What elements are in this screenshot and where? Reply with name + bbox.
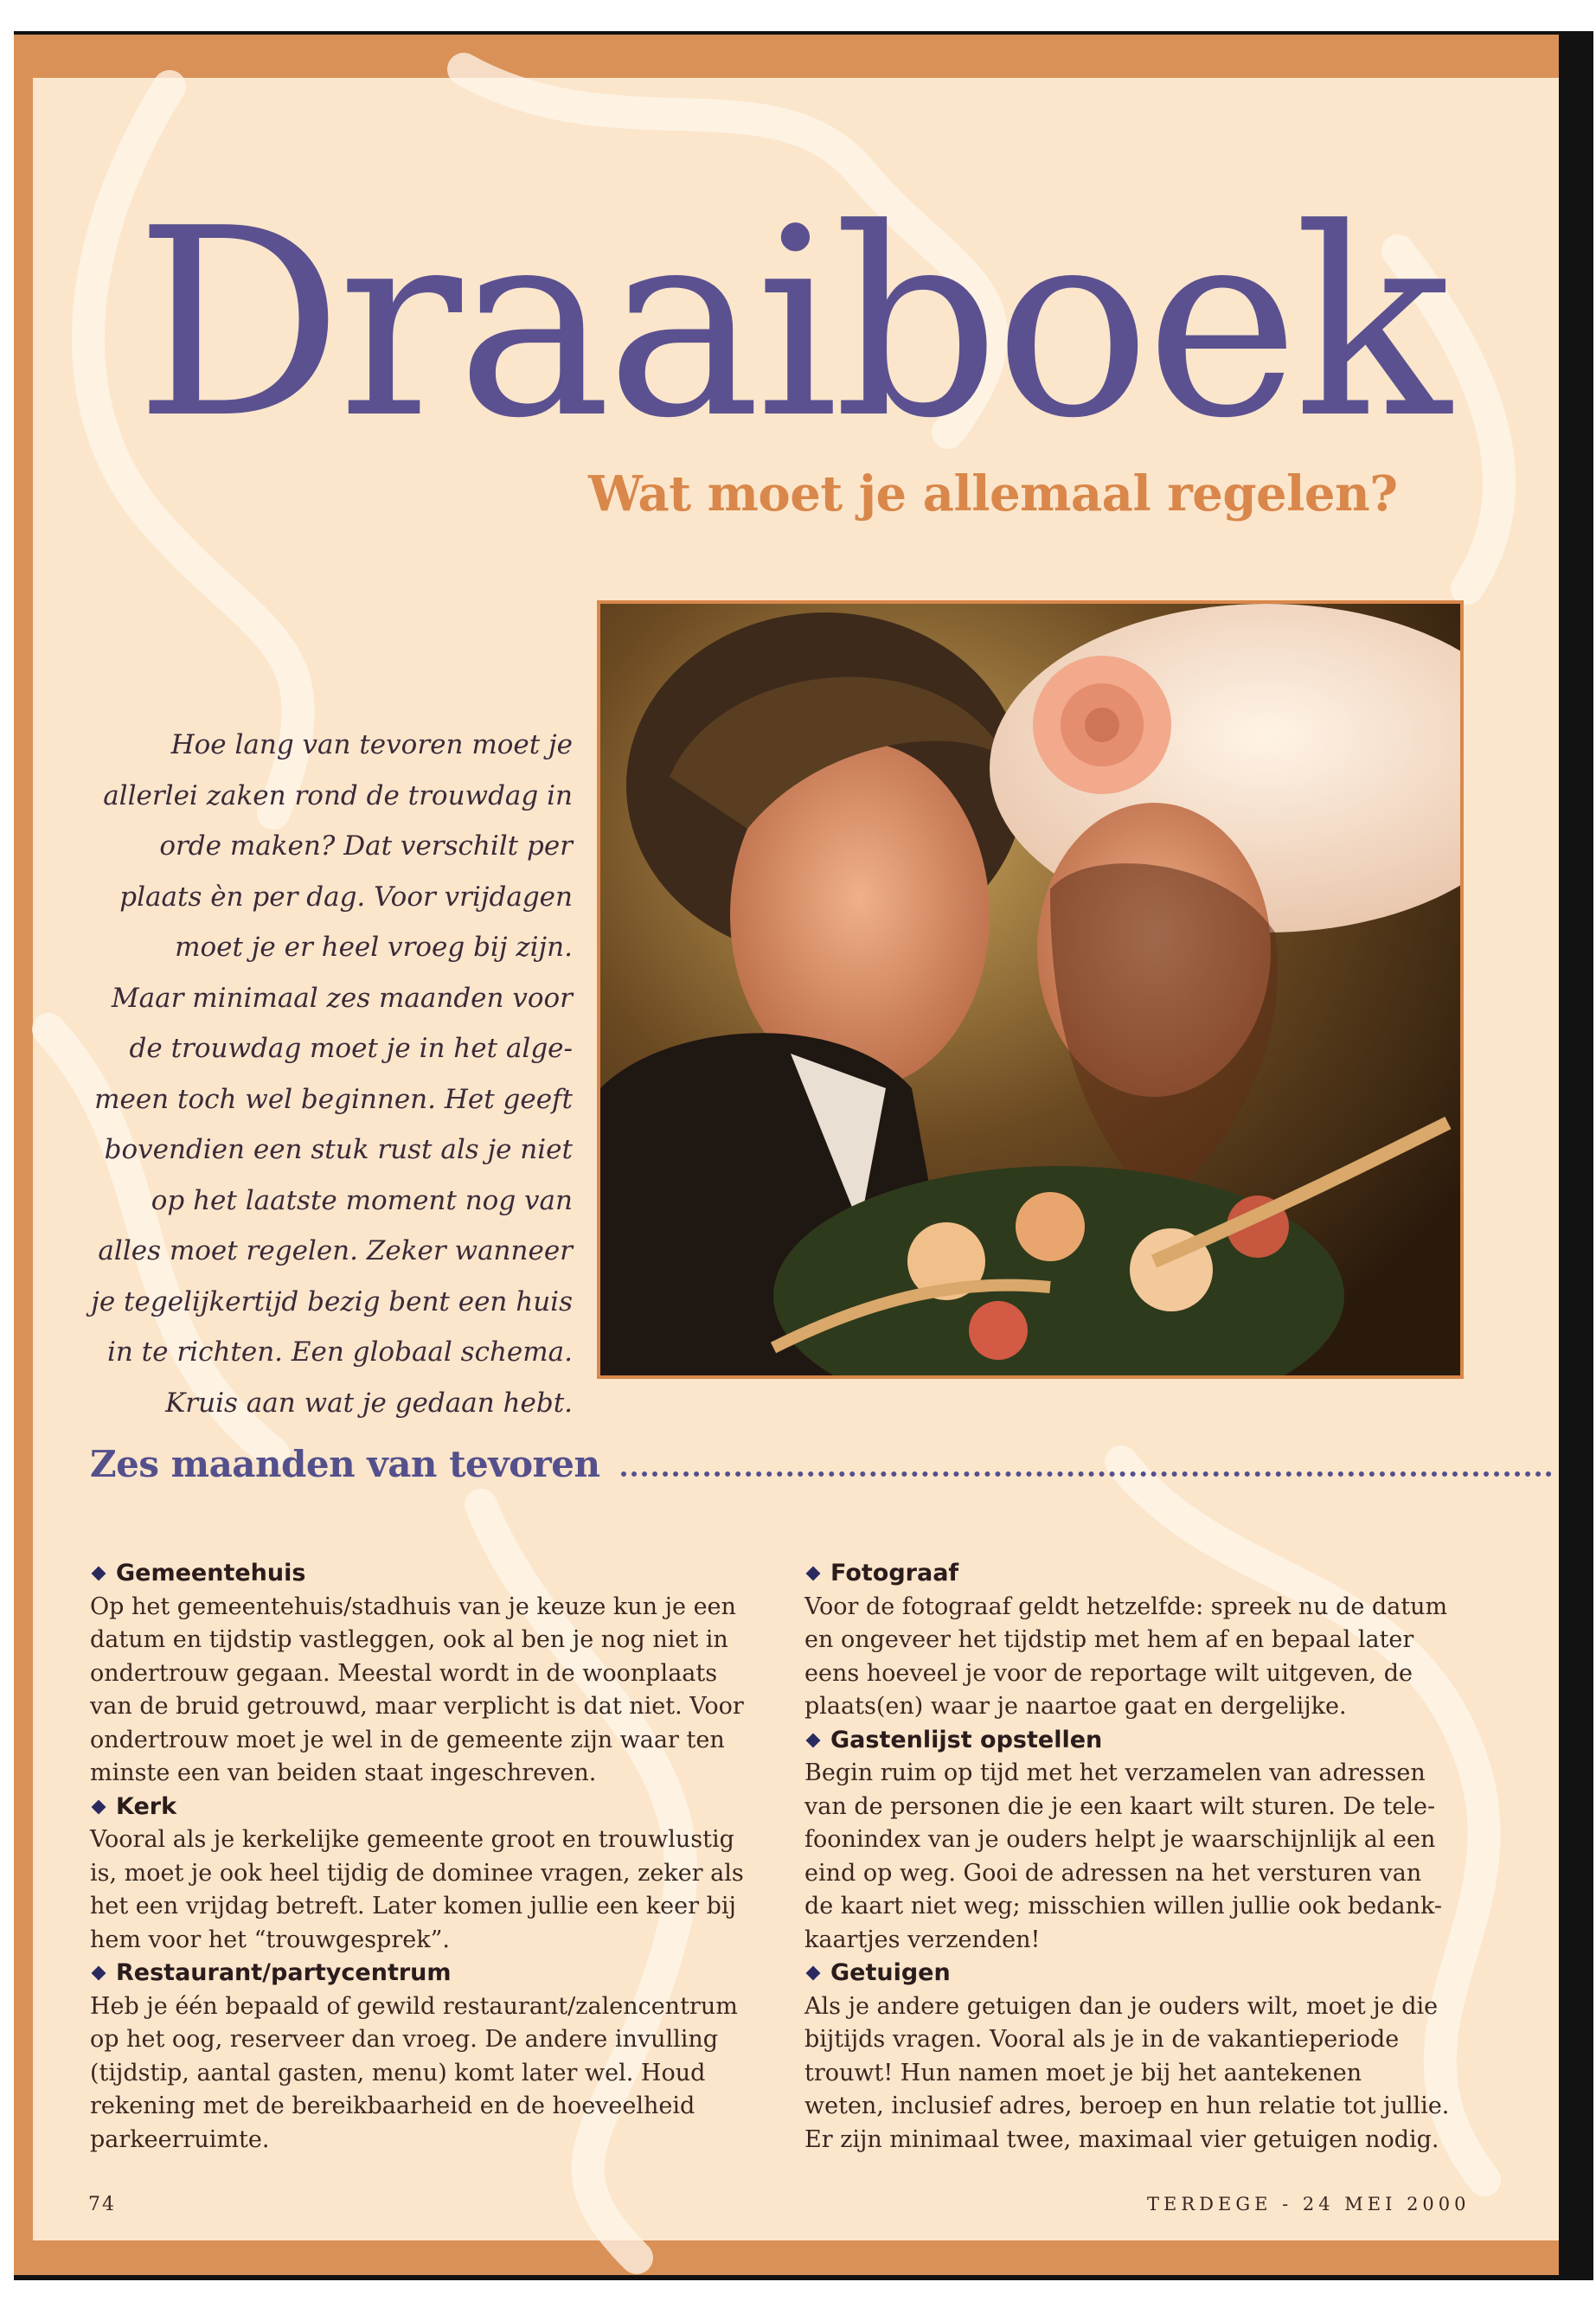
text-line: Als je andere getuigen dan je ouders wilt, moet je die — [804, 1992, 1439, 2020]
text-line: (tijdstip, aantal gasten, menu) komt later wel. Houd — [90, 2059, 706, 2086]
subheading-gastenlijst — [804, 1724, 1488, 1758]
text-line: van de bruid getrouwd, maar verplicht is dat niet. Voor — [90, 1693, 744, 1720]
diamond-bullet-icon — [806, 1733, 821, 1747]
text-line: foonindex van je ouders helpt je waarschijnlijk al een — [804, 1826, 1436, 1853]
section-heading — [90, 1443, 1552, 1485]
intro-line: de trouwdag moet je in het alge- — [129, 1033, 573, 1064]
intro-line: orde maken? Dat verschilt per — [159, 830, 573, 862]
intro-line: meen toch wel beginnen. Het geeft — [94, 1083, 573, 1115]
text-line: minste een van beiden staat ingeschreven. — [90, 1759, 597, 1786]
text-line: het een vrijdag betreft. Later komen jullie een keer bij — [90, 1893, 736, 1920]
intro-line: op het laatste moment nog van — [151, 1184, 573, 1216]
right-column — [804, 1557, 1488, 2157]
paragraph-fotograaf — [804, 1591, 1488, 1724]
intro-line: moet je er heel vroeg bij zijn. — [175, 932, 573, 963]
text-line: plaats(en) waar je naartoe gaat en dergelijke. — [804, 1693, 1347, 1720]
page-subtitle: Wat moet je allemaal regelen? — [588, 465, 1398, 522]
section-title: Zes maanden van tevoren — [90, 1443, 600, 1485]
diamond-bullet-icon — [806, 1567, 821, 1581]
text-line: op het oog, reserveer dan vroeg. De andere invulling — [90, 2026, 719, 2053]
text-line: rekening met de bereikbaarheid en de hoeveelheid — [90, 2093, 695, 2119]
text-line: eens hoeveel je voor de reportage wilt uitgeven, de — [804, 1659, 1413, 1687]
left-column — [90, 1557, 773, 2157]
paragraph-restaurant — [90, 1990, 773, 2157]
dotted-rule — [621, 1471, 1552, 1477]
text-line: van de personen die je een kaart wilt sturen. De tele- — [804, 1792, 1436, 1820]
text-line: parkeerruimte. — [90, 2125, 270, 2153]
paragraph-kerk — [90, 1823, 773, 1957]
intro-line: je tegelijkertijd bezig bent een huis — [91, 1285, 573, 1317]
diamond-bullet-icon — [92, 1799, 106, 1814]
magazine-page — [14, 35, 1559, 2275]
subheading-fotograaf — [804, 1557, 1488, 1591]
text-line: Vooral als je kerkelijke gemeente groot en trouwlustig — [90, 1826, 734, 1853]
paragraph-getuigen — [804, 1990, 1488, 2157]
text-line: weten, inclusief adres, beroep en hun relatie tot jullie. — [804, 2093, 1450, 2119]
text-line: de kaart niet weg; misschien willen jullie ook bedank- — [804, 1893, 1442, 1920]
diamond-bullet-icon — [92, 1966, 106, 1981]
text-line: hem voor het “trouwgesprek”. — [90, 1926, 450, 1953]
subheading-gemeentehuis — [90, 1557, 773, 1591]
text-line: Er zijn minimaal twee, maximaal vier getuigen nodig. — [804, 2125, 1439, 2153]
page-number: 74 — [88, 2194, 116, 2215]
text-line: Voor de fotograaf geldt hetzelfde: spreek nu de datum — [804, 1593, 1448, 1620]
text-line: datum en tijdstip vastleggen, ook al ben je nog niet in — [90, 1626, 728, 1653]
diamond-bullet-icon — [92, 1567, 106, 1581]
text-line: kaartjes verzenden! — [804, 1926, 1041, 1953]
page-title: Draaiboek — [135, 173, 1446, 475]
text-line: Heb je één bepaald of gewild restaurant/zalencentrum — [90, 1992, 738, 2020]
text-line: is, moet je ook heel tijdig de dominee vragen, zeker als — [90, 1859, 744, 1887]
intro-line: Hoe lang van tevoren moet je — [170, 729, 573, 760]
text-line: ondertrouw moet je wel in de gemeente zijn waar ten — [90, 1726, 725, 1753]
intro-line: alles moet regelen. Zeker wanneer — [98, 1235, 573, 1266]
intro-line: Maar minimaal zes maanden voor — [111, 982, 573, 1014]
wedding-couple-image — [600, 604, 1460, 1375]
intro-line: plaats èn per dag. Voor vrijdagen — [119, 881, 573, 913]
text-line: trouwt! Hun namen moet je bij het aantekenen — [804, 2059, 1362, 2086]
text-line: eind op weg. Gooi de adressen na het versturen van — [804, 1859, 1422, 1887]
intro-text — [83, 720, 573, 1428]
text-line: ondertrouw gegaan. Meestal wordt in de woonplaats — [90, 1659, 718, 1687]
subheading-label: Restaurant/partycentrum — [116, 1959, 452, 1986]
wedding-photo — [597, 600, 1464, 1379]
subheading-label: Fotograaf — [830, 1560, 959, 1586]
subheading-kerk — [90, 1791, 773, 1824]
subheading-getuigen — [804, 1957, 1488, 1990]
paragraph-gemeentehuis — [90, 1591, 773, 1791]
subheading-label: Getuigen — [830, 1959, 951, 1986]
magazine-footer: TERDEGE - 24 MEI 2000 — [1147, 2194, 1471, 2214]
text-line: en ongeveer het tijdstip met hem af en bepaal later — [804, 1626, 1414, 1653]
intro-line: bovendien een stuk rust als je niet — [104, 1134, 573, 1165]
subheading-label: Kerk — [116, 1792, 177, 1820]
text-line: bijtijds vragen. Vooral als je in de vakantieperiode — [804, 2026, 1400, 2053]
text-line: Begin ruim op tijd met het verzamelen van adressen — [804, 1759, 1426, 1786]
diamond-bullet-icon — [806, 1966, 821, 1981]
subheading-label: Gastenlijst opstellen — [830, 1726, 1103, 1753]
text-line: Op het gemeentehuis/stadhuis van je keuze kun je een — [90, 1593, 736, 1620]
paragraph-gastenlijst — [804, 1757, 1488, 1957]
intro-line: in te richten. Een globaal schema. — [106, 1336, 573, 1368]
intro-line: Kruis aan wat je gedaan hebt. — [165, 1387, 573, 1419]
subheading-label: Gemeentehuis — [116, 1560, 306, 1586]
intro-line: allerlei zaken rond de trouwdag in — [103, 779, 573, 811]
subheading-restaurant — [90, 1957, 773, 1990]
